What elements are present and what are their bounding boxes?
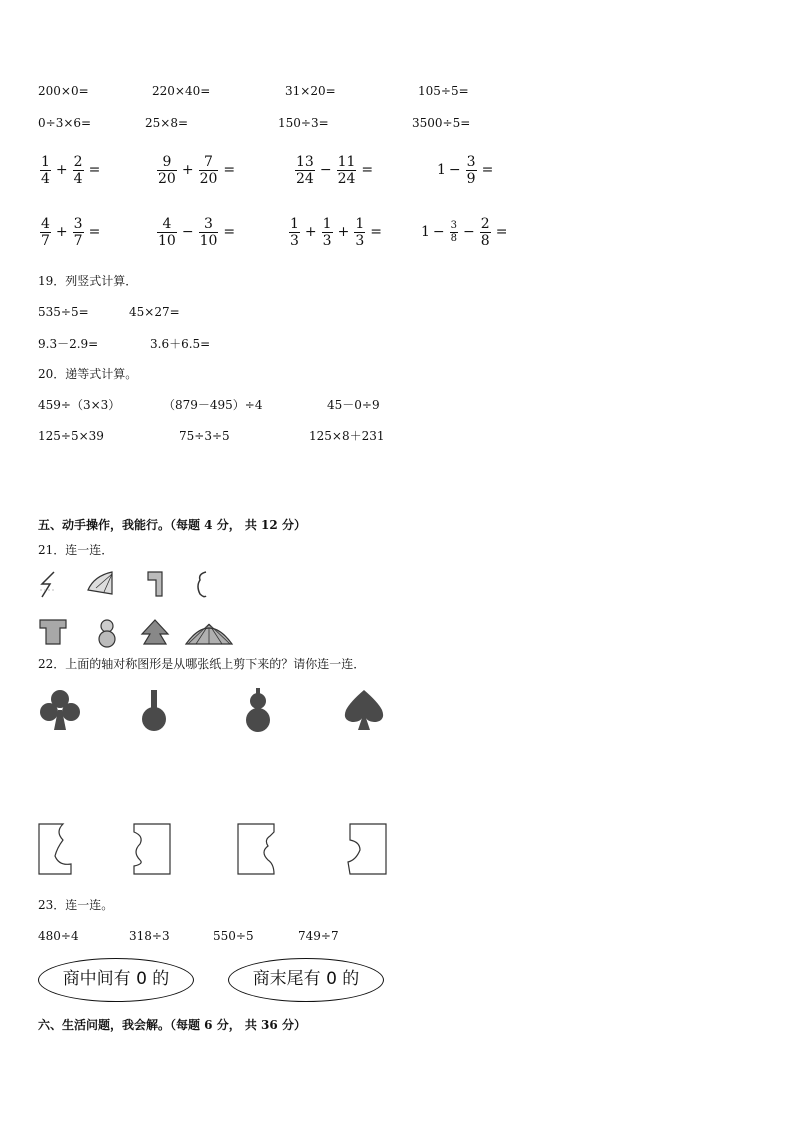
q20-item-1: 459÷（3×3） — [38, 398, 121, 412]
house-icon — [38, 618, 68, 646]
q22-title: 22．上面的轴对称图形是从哪张纸上剪下来的？请你连一连． — [38, 657, 366, 671]
fraction: $\frac{1}{3}$ — [290, 215, 299, 249]
oral-calc-3: 31×20= — [285, 84, 336, 98]
fraction: $\frac{2}{8}$ — [480, 215, 490, 249]
q23-item-4: 749÷7 — [298, 929, 339, 943]
bottle-shape-icon — [140, 688, 168, 734]
q19-item-4: 3.6＋6.5= — [150, 337, 211, 351]
half-house-icon — [144, 570, 164, 598]
q20-item-6: 125×8＋231 — [309, 429, 385, 443]
q19-title: 19．列竖式计算． — [38, 274, 138, 288]
q20-item-2: （879－495）÷4 — [163, 398, 263, 412]
oval-end-zero: 商末尾有 0 的 — [228, 958, 384, 1002]
oral-calc-6: 25×8= — [145, 116, 189, 130]
gourd-icon — [96, 618, 118, 648]
fraction: $\frac{1}{3}$ — [322, 215, 332, 249]
fraction: $\frac{11}{24}$ — [337, 153, 356, 187]
q19-item-3: 9.3－2.9= — [38, 337, 99, 351]
oral-calc-2: 220×40= — [152, 84, 211, 98]
q23-item-1: 480÷4 — [38, 929, 79, 943]
oral-calc-7: 150÷3= — [278, 116, 329, 130]
q20-item-4: 125÷5×39 — [38, 429, 104, 443]
oral-calc-4: 105÷5= — [418, 84, 469, 98]
q23-item-2: 318÷3 — [129, 929, 170, 943]
fraction: $\frac{3}{10}$ — [199, 215, 218, 249]
fraction: $\frac{2}{4}$ — [73, 153, 83, 187]
fraction-expr-8: 1 − $\frac{3}{8}$ − $\frac{2}{8}$ = — [421, 215, 508, 249]
fraction-expr-7: $\frac{1}{3}$ + $\frac{1}{3}$ + $\frac{1}{3}$ = — [290, 215, 382, 249]
q19-item-2: 45×27= — [129, 305, 180, 319]
fraction: $\frac{9}{20}$ — [158, 153, 176, 187]
fraction-expr-3: $\frac{13}{24}$ − $\frac{11}{24}$ = — [296, 153, 374, 187]
folded-paper-2 — [130, 822, 172, 876]
q20-item-5: 75÷3÷5 — [179, 429, 230, 443]
half-lightning-icon — [38, 570, 58, 600]
oval-middle-zero: 商中间有 0 的 — [38, 958, 194, 1002]
fraction: $\frac{7}{20}$ — [199, 153, 218, 187]
fraction-expr-2: $\frac{9}{20}$ + $\frac{7}{20}$ = — [158, 153, 236, 187]
q20-item-3: 45－0÷9 — [327, 398, 380, 412]
fraction: $\frac{3}{7}$ — [73, 215, 83, 249]
fraction: $\frac{3}{9}$ — [466, 153, 476, 187]
oral-calc-5: 0÷3×6= — [38, 116, 92, 130]
oral-calc-1: 200×0= — [38, 84, 89, 98]
gourd-shape-icon — [242, 686, 274, 734]
section-5-heading: 五、动手操作，我能行。（每题 4 分， 共 12 分） — [38, 518, 306, 532]
q23-item-3: 550÷5 — [213, 929, 254, 943]
spade-shape-icon — [342, 688, 386, 732]
fraction-expr-4: 1 − $\frac{3}{9}$ = — [437, 153, 494, 187]
fraction: $\frac{13}{24}$ — [296, 153, 314, 187]
folded-paper-3 — [236, 822, 278, 876]
q19-item-1: 535÷5= — [38, 305, 89, 319]
umbrella-icon — [184, 620, 234, 646]
fraction: $\frac{1}{4}$ — [41, 153, 50, 187]
q20-title: 20．递等式计算。 — [38, 367, 138, 381]
fraction-expr-1: $\frac{1}{4}$ + $\frac{2}{4}$ = — [41, 153, 101, 187]
club-shape-icon — [38, 688, 82, 732]
fraction: $\frac{4}{7}$ — [41, 215, 50, 249]
fraction: $\frac{1}{3}$ — [355, 215, 365, 249]
half-umbrella-icon — [86, 570, 114, 596]
q21-title: 21．连一连． — [38, 543, 114, 557]
half-gourd-icon — [196, 570, 210, 598]
folded-paper-4 — [346, 822, 388, 876]
oral-calc-8: 3500÷5= — [412, 116, 471, 130]
fraction-expr-5: $\frac{4}{7}$ + $\frac{3}{7}$ = — [41, 215, 101, 249]
fraction: $\frac{3}{8}$ — [450, 219, 458, 244]
section-6-heading: 六、生活问题，我会解。（每题 6 分， 共 36 分） — [38, 1018, 306, 1032]
folded-paper-1 — [37, 822, 77, 876]
fraction: $\frac{4}{10}$ — [158, 215, 176, 249]
fraction-expr-6: $\frac{4}{10}$ − $\frac{3}{10}$ = — [158, 215, 236, 249]
q23-title: 23．连一连。 — [38, 898, 114, 912]
arrow-tree-icon — [140, 618, 170, 646]
